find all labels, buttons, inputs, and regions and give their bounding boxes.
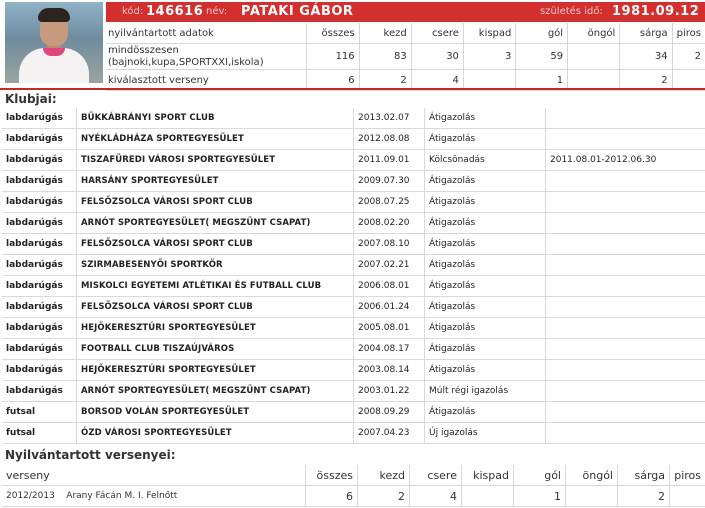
clubs-table bbox=[2, 108, 705, 444]
transfer-type: Új igazolás bbox=[425, 423, 546, 444]
transfer-type: Átigazolás bbox=[425, 402, 546, 423]
clubs-title: Klubjai: bbox=[5, 92, 57, 106]
club-date: 2003.08.14 bbox=[354, 360, 425, 381]
col-header: piros bbox=[670, 465, 705, 486]
stat-cell: 2 bbox=[618, 486, 670, 507]
transfer-type: Kölcsönadás bbox=[425, 150, 546, 171]
birth-label: születés idő: bbox=[540, 6, 603, 17]
club-name[interactable]: FELSŐZSOLCA VÁROSI SPORT CLUB bbox=[77, 192, 354, 213]
club-sport: labdarúgás bbox=[2, 171, 77, 192]
transfer-type: Átigazolás bbox=[425, 297, 546, 318]
club-date: 2005.08.01 bbox=[354, 318, 425, 339]
club-sport: labdarúgás bbox=[2, 339, 77, 360]
header-divider bbox=[0, 88, 705, 90]
stat-cell: 1 bbox=[516, 70, 568, 91]
competitions-table bbox=[2, 465, 705, 507]
club-row[interactable] bbox=[2, 297, 705, 318]
club-row[interactable] bbox=[2, 255, 705, 276]
transfer-period bbox=[546, 381, 705, 402]
transfer-period bbox=[546, 108, 705, 129]
transfer-type: Átigazolás bbox=[425, 234, 546, 255]
transfer-type: Átigazolás bbox=[425, 192, 546, 213]
stats-row-total bbox=[106, 44, 705, 70]
club-sport: labdarúgás bbox=[2, 381, 77, 402]
stat-cell bbox=[568, 44, 620, 70]
col-header: kispad bbox=[462, 465, 514, 486]
transfer-type: Átigazolás bbox=[425, 255, 546, 276]
club-name[interactable]: BÜKKÁBRÁNYI SPORT CLUB bbox=[77, 108, 354, 129]
col-header: gól bbox=[516, 23, 568, 44]
club-row[interactable] bbox=[2, 360, 705, 381]
club-name[interactable]: TISZAFÜREDI VÁROSI SPORTEGYESÜLET bbox=[77, 150, 354, 171]
stat-cell: 59 bbox=[516, 44, 568, 70]
club-sport: labdarúgás bbox=[2, 318, 77, 339]
club-date: 2012.08.08 bbox=[354, 129, 425, 150]
transfer-period bbox=[546, 129, 705, 150]
club-date: 2013.02.07 bbox=[354, 108, 425, 129]
col-header: összes bbox=[306, 465, 358, 486]
col-header: sárga bbox=[618, 465, 670, 486]
transfer-period bbox=[546, 276, 705, 297]
transfer-type: Átigazolás bbox=[425, 276, 546, 297]
club-sport: labdarúgás bbox=[2, 297, 77, 318]
transfer-period bbox=[546, 234, 705, 255]
code-label: kód: bbox=[122, 6, 144, 17]
col-header: gól bbox=[514, 465, 566, 486]
transfer-period bbox=[546, 255, 705, 276]
club-row[interactable] bbox=[2, 192, 705, 213]
club-sport: labdarúgás bbox=[2, 129, 77, 150]
transfer-type: Átigazolás bbox=[425, 339, 546, 360]
stat-cell bbox=[670, 486, 705, 507]
club-date: 2006.08.01 bbox=[354, 276, 425, 297]
club-sport: labdarúgás bbox=[2, 213, 77, 234]
club-date: 2008.07.25 bbox=[354, 192, 425, 213]
transfer-type: Átigazolás bbox=[425, 360, 546, 381]
name-label: név: bbox=[206, 6, 228, 17]
stats-table bbox=[106, 23, 705, 91]
stat-cell: 2 bbox=[358, 486, 410, 507]
birth-date: 1981.09.12 bbox=[612, 4, 700, 19]
col-header: piros bbox=[672, 23, 705, 44]
transfer-period bbox=[546, 339, 705, 360]
club-name[interactable]: MISKOLCI EGYETEMI ATLÉTIKAI ÉS FUTBALL CLUB bbox=[77, 276, 354, 297]
col-header: sárga bbox=[620, 23, 672, 44]
transfer-period bbox=[546, 192, 705, 213]
club-row[interactable] bbox=[2, 171, 705, 192]
transfer-period bbox=[546, 297, 705, 318]
stat-cell: 3 bbox=[463, 44, 515, 70]
stat-cell: 2 bbox=[620, 70, 672, 91]
club-row[interactable] bbox=[2, 381, 705, 402]
club-name[interactable]: ARNÓT SPORTEGYESÜLET( MEGSZŰNT CSAPAT) bbox=[77, 381, 354, 402]
club-name[interactable]: HEJŐKERESZTÚRI SPORTEGYESÜLET bbox=[77, 318, 354, 339]
transfer-type: Átigazolás bbox=[425, 108, 546, 129]
club-name[interactable]: SZIRMABESENYŐI SPORTKÖR bbox=[77, 255, 354, 276]
club-sport: futsal bbox=[2, 402, 77, 423]
player-name: PATAKI GÁBOR bbox=[241, 4, 354, 19]
competitions-title: Nyilvántartott versenyei: bbox=[5, 448, 176, 462]
competition-name[interactable] bbox=[2, 486, 306, 507]
player-title-bar bbox=[106, 2, 705, 22]
club-date: 2011.09.01 bbox=[354, 150, 425, 171]
club-row[interactable] bbox=[2, 402, 705, 423]
stat-cell: 83 bbox=[359, 44, 411, 70]
transfer-type: Átigazolás bbox=[425, 171, 546, 192]
stat-cell: 6 bbox=[307, 70, 360, 91]
club-sport: labdarúgás bbox=[2, 108, 77, 129]
club-row[interactable] bbox=[2, 318, 705, 339]
stat-cell: 2 bbox=[359, 70, 411, 91]
transfer-period bbox=[546, 171, 705, 192]
club-row[interactable] bbox=[2, 129, 705, 150]
club-date: 2009.07.30 bbox=[354, 171, 425, 192]
club-row[interactable] bbox=[2, 276, 705, 297]
stats-header-label: nyilvántartott adatok bbox=[106, 23, 307, 44]
col-header: kezd bbox=[359, 23, 411, 44]
club-name[interactable]: BORSOD VOLÁN SPORTEGYESÜLET bbox=[77, 402, 354, 423]
club-name[interactable]: HARSÁNY SPORTEGYESÜLET bbox=[77, 171, 354, 192]
club-row[interactable] bbox=[2, 108, 705, 129]
club-sport: labdarúgás bbox=[2, 192, 77, 213]
stat-cell: 2 bbox=[672, 44, 705, 70]
club-date: 2004.08.17 bbox=[354, 339, 425, 360]
club-row[interactable] bbox=[2, 423, 705, 444]
club-name[interactable]: FELSŐZSOLCA VÁROSI SPORT CLUB bbox=[77, 234, 354, 255]
col-header: csere bbox=[410, 465, 462, 486]
club-name[interactable]: NYÉKLÁDHÁZA SPORTEGYESÜLET bbox=[77, 129, 354, 150]
stat-cell: 4 bbox=[411, 70, 463, 91]
transfer-period bbox=[546, 402, 705, 423]
transfer-type: Átigazolás bbox=[425, 213, 546, 234]
col-header: kispad bbox=[463, 23, 515, 44]
club-date: 2008.02.20 bbox=[354, 213, 425, 234]
club-sport: labdarúgás bbox=[2, 234, 77, 255]
col-header: öngól bbox=[566, 465, 618, 486]
club-name[interactable]: FELSŐZSOLCA VÁROSI SPORT CLUB bbox=[77, 297, 354, 318]
club-name[interactable]: ARNÓT SPORTEGYESÜLET( MEGSZŰNT CSAPAT) bbox=[77, 213, 354, 234]
competitions-header-row bbox=[2, 465, 705, 486]
row-label: kiválasztott verseny bbox=[106, 70, 307, 91]
stat-cell: 34 bbox=[620, 44, 672, 70]
competition-title: Arany Fácán M. I. Felnőtt bbox=[66, 491, 178, 501]
club-row[interactable] bbox=[2, 213, 705, 234]
club-sport: futsal bbox=[2, 423, 77, 444]
club-date: 2007.02.21 bbox=[354, 255, 425, 276]
competition-season: 2012/2013 bbox=[6, 491, 55, 501]
transfer-period bbox=[546, 318, 705, 339]
col-header: kezd bbox=[358, 465, 410, 486]
competition-row[interactable] bbox=[2, 486, 705, 507]
stat-cell bbox=[566, 486, 618, 507]
stat-cell: 1 bbox=[514, 486, 566, 507]
club-row[interactable] bbox=[2, 150, 705, 171]
club-date: 2003.01.22 bbox=[354, 381, 425, 402]
player-code: 146616 bbox=[146, 4, 204, 19]
club-sport: labdarúgás bbox=[2, 276, 77, 297]
club-date: 2007.08.10 bbox=[354, 234, 425, 255]
transfer-period bbox=[546, 213, 705, 234]
col-header: verseny bbox=[2, 465, 306, 486]
club-row[interactable] bbox=[2, 339, 705, 360]
club-row[interactable] bbox=[2, 234, 705, 255]
player-photo bbox=[5, 2, 103, 83]
club-date: 2008.09.29 bbox=[354, 402, 425, 423]
player-header bbox=[0, 0, 705, 88]
stat-cell: 116 bbox=[307, 44, 360, 70]
stat-cell: 6 bbox=[306, 486, 358, 507]
club-date: 2006.01.24 bbox=[354, 297, 425, 318]
club-sport: labdarúgás bbox=[2, 360, 77, 381]
transfer-type: Múlt régi igazolás bbox=[425, 381, 546, 402]
col-header: öngól bbox=[568, 23, 620, 44]
club-sport: labdarúgás bbox=[2, 150, 77, 171]
club-date: 2007.04.23 bbox=[354, 423, 425, 444]
club-name[interactable]: ÓZD VÁROSI SPORTEGYESÜLET bbox=[77, 423, 354, 444]
club-name[interactable]: HEJŐKERESZTÚRI SPORTEGYESÜLET bbox=[77, 360, 354, 381]
stat-cell: 4 bbox=[410, 486, 462, 507]
club-sport: labdarúgás bbox=[2, 255, 77, 276]
club-name[interactable]: FOOTBALL CLUB TISZAÚJVÁROS bbox=[77, 339, 354, 360]
stat-cell: 30 bbox=[411, 44, 463, 70]
col-header: csere bbox=[411, 23, 463, 44]
col-header: összes bbox=[307, 23, 360, 44]
transfer-period bbox=[546, 360, 705, 381]
stat-cell bbox=[462, 486, 514, 507]
row-label: mindösszesen (bajnoki,kupa,SPORTXXI,iskola) bbox=[106, 44, 307, 70]
transfer-period: 2011.08.01-2012.06.30 bbox=[546, 150, 705, 171]
transfer-period bbox=[546, 423, 705, 444]
transfer-type: Átigazolás bbox=[425, 318, 546, 339]
transfer-type: Átigazolás bbox=[425, 129, 546, 150]
